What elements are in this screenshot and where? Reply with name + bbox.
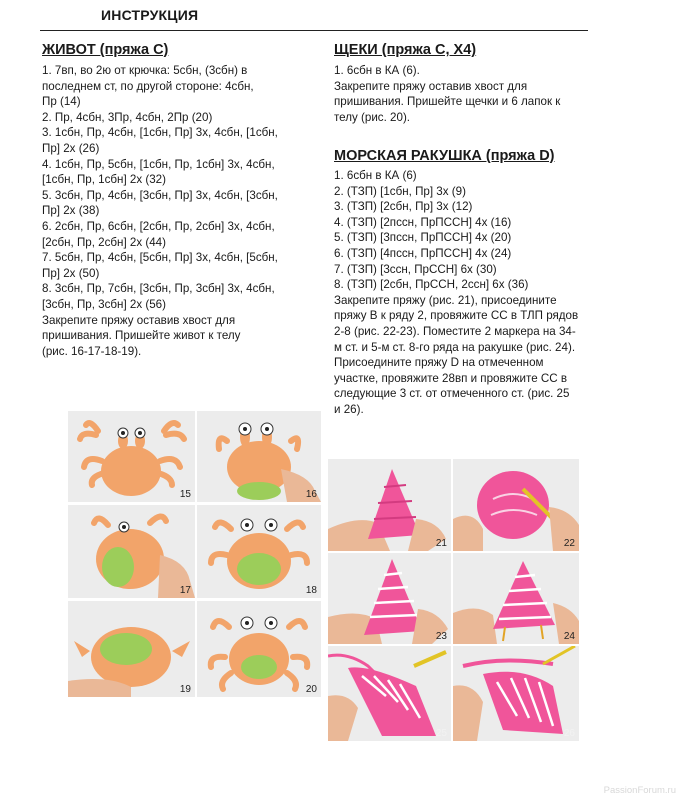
shell-line: и 26). <box>334 402 364 416</box>
belly-line: [1сбн, Пр, 1сбн] 2х (32) <box>42 173 166 187</box>
shell-photo-22 <box>453 459 579 551</box>
shell-photo-21 <box>328 459 451 551</box>
belly-line: Пр] 2х (26) <box>42 141 100 155</box>
page-header-title: ИНСТРУКЦИЯ <box>101 7 199 23</box>
shell-photo-24 <box>453 553 579 644</box>
cheeks-line: 1. 6сбн в КА (6). <box>334 64 420 77</box>
cheeks-section-title: ЩЕКИ (пряжа С, Х4) <box>334 42 477 58</box>
photo-number: 17 <box>179 585 191 596</box>
belly-line: последнем ст, по другой стороне: 4сбн, <box>42 79 254 93</box>
header-rule <box>40 30 588 31</box>
shell-line: 2. (ТЗП) [1сбн, Пр] 3х (9) <box>334 184 466 198</box>
shell-line: участке, провяжите 28вп и провяжите СС в <box>334 371 567 385</box>
belly-line: пришивания. Пришейте живот к телу <box>42 329 241 343</box>
shell-photo-25 <box>328 646 451 741</box>
belly-line: [2сбн, Пр, 2сбн] 2х (44) <box>42 235 166 249</box>
shell-line: м ст. и 5-м ст. 8-го ряда на ракушке (рис. 24). <box>334 340 576 354</box>
photo-number: 16 <box>305 489 317 500</box>
photo-number: 18 <box>305 585 317 596</box>
belly-line: 3. 1сбн, Пр, 4сбн, [1сбн, Пр] 3х, 4сбн, [1сбн, <box>42 126 278 140</box>
belly-line: 7. 5сбн, Пр, 4сбн, [5сбн, Пр] 3х, 4сбн, [5сбн, <box>42 251 278 265</box>
belly-line: Закрепите пряжу оставив хвост для <box>42 313 236 327</box>
belly-line: 6. 2сбн, Пр, 6сбн, [2сбн, Пр, 2сбн] 3х, 4сбн, <box>42 219 275 233</box>
crab-photo-15 <box>68 411 195 502</box>
photo-number: 23 <box>435 631 447 642</box>
belly-line: 8. 3сбн, Пр, 7сбн, [3сбн, Пр, 3сбн] 3х, 4сбн, <box>42 282 275 296</box>
cheeks-line: Закрепите пряжу оставив хвост для <box>334 79 528 93</box>
belly-line: [3сбн, Пр, 3сбн] 2х (56) <box>42 297 166 311</box>
crab-photo-20 <box>197 601 321 697</box>
belly-line: (рис. 16-17-18-19). <box>42 344 142 358</box>
photo-number: 26 <box>563 728 575 739</box>
photo-number: 20 <box>305 684 317 695</box>
photo-number: 24 <box>563 631 575 642</box>
shell-line: Закрепите пряжу (рис. 21), присоедините <box>334 293 557 307</box>
belly-section-title: ЖИВОТ (пряжа С) <box>42 42 169 58</box>
belly-line: 2. Пр, 4сбн, 3Пр, 4сбн, 2Пр (20) <box>42 110 213 124</box>
cheeks-line: пришивания. Пришейте щечки и 6 лапок к <box>334 95 561 109</box>
crab-photo-18 <box>197 505 321 598</box>
shell-line: 3. (ТЗП) [2сбн, Пр] 3х (12) <box>334 200 473 214</box>
belly-line: 4. 1сбн, Пр, 5сбн, [1сбн, Пр, 1сбн] 3х, 4сбн, <box>42 157 275 171</box>
shell-line: Присоедините пряжу D на отмеченном <box>334 356 544 370</box>
crab-photo-16 <box>197 411 321 502</box>
shell-photo-23 <box>328 553 451 644</box>
photo-number: 19 <box>179 684 191 695</box>
shell-line: 4. (ТЗП) [2пссн, ПрПССН] 4х (16) <box>334 215 512 229</box>
belly-line: Пр (14) <box>42 95 81 109</box>
crab-photo-19 <box>68 601 195 697</box>
cheeks-instructions <box>334 63 560 125</box>
belly-line: 5. 3сбн, Пр, 4сбн, [3сбн, Пр] 3х, 4сбн, [3сбн, <box>42 188 278 202</box>
shell-line: 7. (ТЗП) [3ссн, ПрССН] 6х (30) <box>334 262 497 276</box>
shell-line: 2-8 (рис. 22-23). Поместите 2 маркера на 34- <box>334 324 576 338</box>
shell-instructions <box>334 168 578 418</box>
belly-line: 1. 7вп, во 2ю от крючка: 5сбн, (3сбн) в <box>42 64 248 77</box>
belly-instructions <box>42 63 278 359</box>
photo-number: 15 <box>179 489 191 500</box>
shell-line: 6. (ТЗП) [4пссн, ПрПССН] 4х (24) <box>334 246 512 260</box>
shell-section-title: МОРСКАЯ РАКУШКА (пряжа D) <box>334 148 555 164</box>
shell-photo-26 <box>453 646 579 741</box>
shell-line: 5. (ТЗП) [3пссн, ПрПССН] 4х (20) <box>334 231 512 245</box>
belly-line: Пр] 2х (50) <box>42 266 100 280</box>
shell-line: следующие 3 ст. от отмеченного ст. (рис. 25 <box>334 387 570 401</box>
belly-line: Пр] 2х (38) <box>42 204 100 218</box>
shell-line: 1. 6сбн в КА (6) <box>334 169 417 182</box>
shell-line: пряжу В к ряду 2, провяжите СС в ТЛП рядов <box>334 309 579 323</box>
shell-line: 8. (ТЗП) [2сбн, ПрССН, 2ссн] 6х (36) <box>334 278 529 292</box>
photo-number: 25 <box>435 728 447 739</box>
photo-number: 21 <box>435 538 447 549</box>
crab-photo-17 <box>68 505 195 598</box>
watermark: PassionForum.ru <box>603 785 676 796</box>
cheeks-line: телу (рис. 20). <box>334 110 411 124</box>
photo-number: 22 <box>563 538 575 549</box>
